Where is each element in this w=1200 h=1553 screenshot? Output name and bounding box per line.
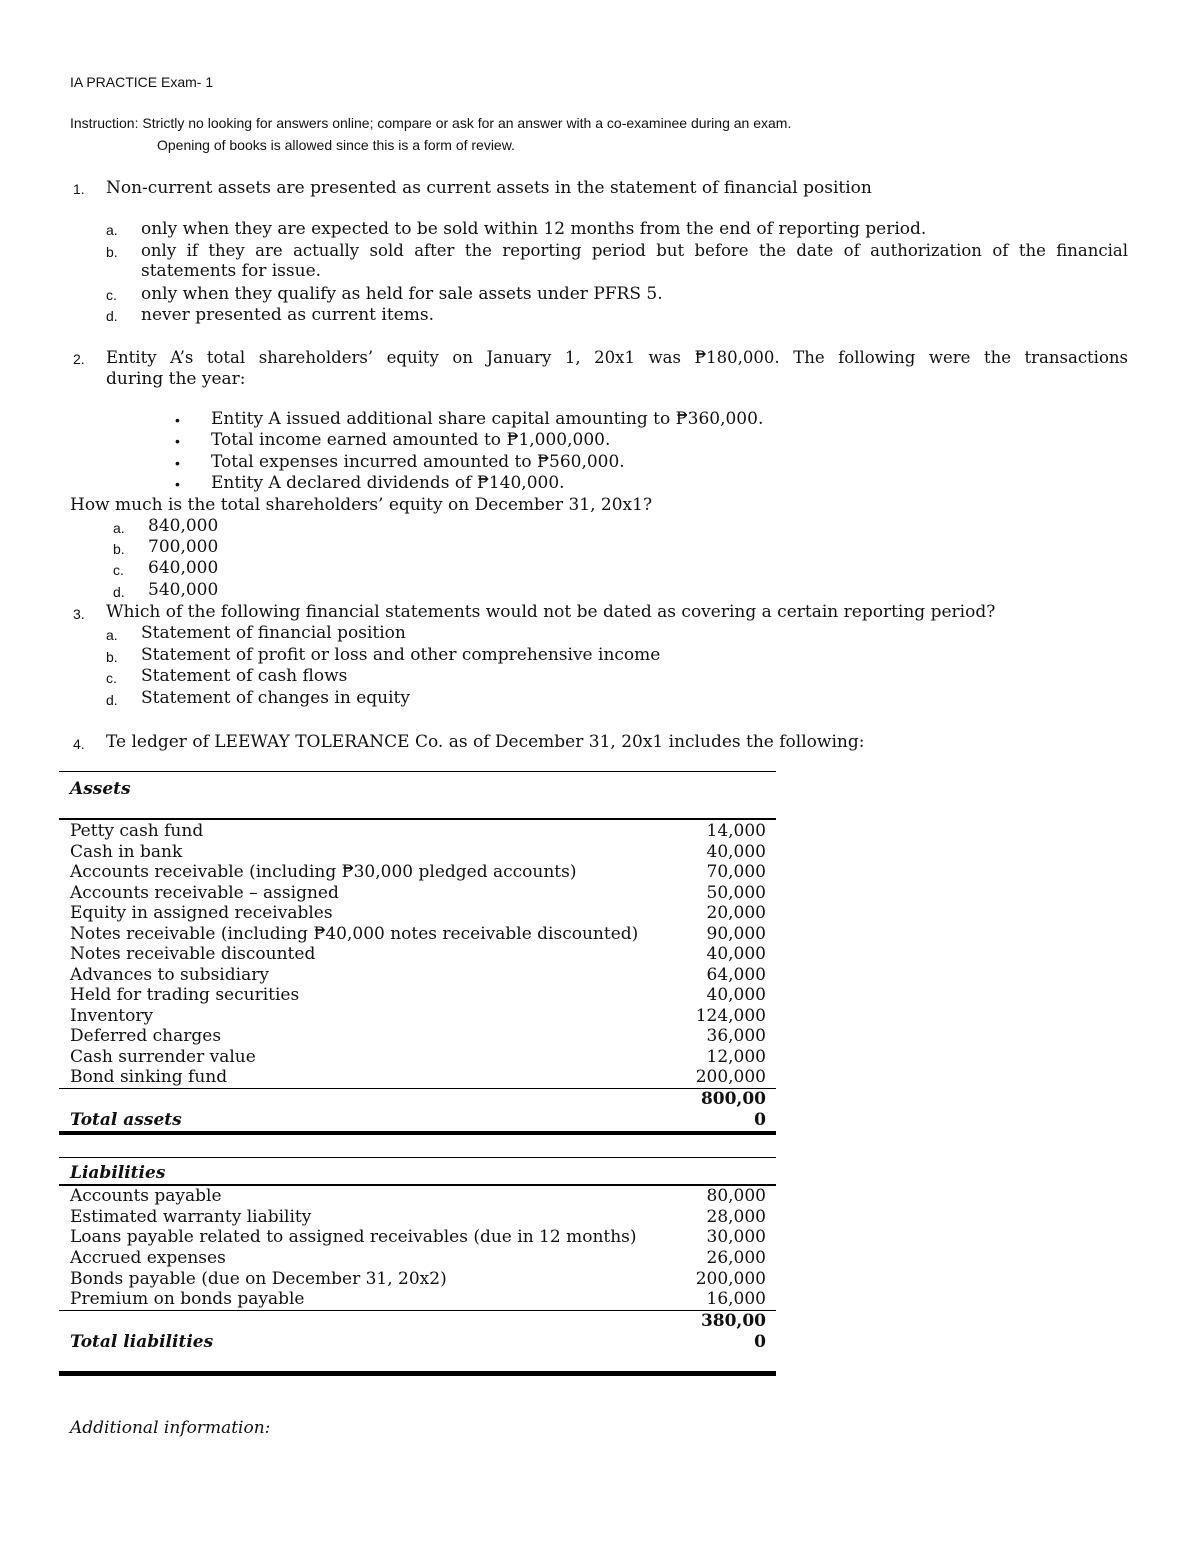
row-value: 200,000 [695, 1067, 766, 1087]
q1-option-b-text-cont: statements for issue. [141, 261, 322, 281]
q2-option-c-text: 640,000 [148, 558, 219, 578]
q2-bullet-3-marker: • [175, 455, 180, 471]
q3-option-b-letter: b. [106, 649, 118, 665]
q3-option-a-text: Statement of financial position [141, 623, 406, 643]
liabilities-subtotal-rule [59, 1310, 776, 1311]
document-header: IA PRACTICE Exam- 1 [70, 74, 214, 90]
q3-option-c-text: Statement of cash flows [141, 666, 348, 686]
q1-option-c-text: only when they qualify as held for sale assets under PFRS 5. [141, 284, 663, 304]
q2-option-a-text: 840,000 [148, 516, 219, 536]
q3-number: 3. [73, 606, 85, 622]
assets-heading: Assets [70, 779, 131, 799]
q3-option-d-letter: d. [106, 692, 118, 708]
row-value: 50,000 [706, 882, 766, 903]
instruction-line-2: Opening of books is allowed since this is a form of review. [157, 137, 515, 153]
q2-option-d-text: 540,000 [148, 580, 219, 600]
q2-bullet-4-marker: • [175, 476, 180, 492]
q2-option-a-letter: a. [113, 520, 125, 536]
row-label: Accounts payable [70, 1186, 222, 1206]
row-value: 28,000 [706, 1206, 766, 1227]
row-label: Inventory [70, 1005, 154, 1026]
q1-number: 1. [73, 181, 85, 197]
q3-option-d-text: Statement of changes in equity [141, 688, 410, 708]
instruction-line-1: Instruction: Strictly no looking for answers online; compare or ask for an answer with a co-examinee during an exam. [70, 115, 792, 131]
row-label: Cash in bank [70, 841, 183, 862]
row-label: Advances to subsidiary [70, 964, 269, 985]
liabilities-table-top-rule [59, 1157, 776, 1158]
q2-bullet-4: Entity A declared dividends of ₱140,000. [211, 473, 565, 493]
row-value: 40,000 [706, 944, 766, 964]
q2-option-d-letter: d. [113, 584, 125, 600]
q1-option-c-letter: c. [106, 287, 117, 303]
q3-option-a-letter: a. [106, 627, 118, 643]
q4-text: Te ledger of LEEWAY TOLERANCE Co. as of December 31, 20x1 includes the following: [106, 732, 865, 752]
row-label: Equity in assigned receivables [70, 903, 333, 923]
q2-bullet-2-marker: • [175, 433, 180, 449]
assets-subtotal-rule [59, 1088, 776, 1089]
row-label: Accrued expenses [70, 1248, 226, 1268]
row-value: 36,000 [706, 1026, 766, 1046]
row-label: Loans payable related to assigned receivables (due in 12 months) [70, 1227, 637, 1247]
q2-option-b-text: 700,000 [148, 537, 219, 557]
additional-info-heading: Additional information: [70, 1418, 271, 1438]
liabilities-total-label: Total liabilities [70, 1332, 214, 1352]
row-value: 12,000 [706, 1046, 766, 1067]
q2-text: Entity A’s total shareholders’ equity on January 1, 20x1 was ₱180,000. The following were the transactions [106, 348, 1128, 367]
row-label: Notes receivable (including ₱40,000 notes receivable discounted) [70, 923, 639, 944]
row-label: Deferred charges [70, 1026, 222, 1046]
q2-bullet-2: Total income earned amounted to ₱1,000,000. [211, 430, 611, 450]
assets-total-double-rule [59, 1131, 776, 1135]
row-label: Accounts receivable – assigned [70, 882, 339, 903]
q3-text: Which of the following financial statements would not be dated as covering a certain reporting period? [106, 602, 996, 622]
row-value: 64,000 [706, 964, 766, 985]
q1-option-b-letter: b. [106, 244, 118, 260]
q1-option-a-text: only when they are expected to be sold within 12 months from the end of reporting period. [141, 219, 927, 239]
row-label: Notes receivable discounted [70, 944, 316, 964]
row-label: Bonds payable (due on December 31, 20x2) [70, 1268, 447, 1289]
assets-table-top-rule [59, 771, 776, 772]
q1-option-a-letter: a. [106, 222, 118, 238]
q1-option-d-text: never presented as current items. [141, 305, 434, 325]
row-value: 26,000 [706, 1248, 766, 1268]
q2-bullet-1-marker: • [175, 412, 180, 428]
q2-question: How much is the total shareholders’ equity on December 31, 20x1? [70, 495, 653, 515]
q3-option-b-text: Statement of profit or loss and other comprehensive income [141, 645, 661, 665]
q2-bullet-3: Total expenses incurred amounted to ₱560,000. [211, 452, 625, 472]
row-value: 16,000 [706, 1289, 766, 1309]
row-value: 80,000 [706, 1186, 766, 1206]
q2-text-cont: during the year: [106, 369, 246, 389]
row-label: Held for trading securities [70, 985, 300, 1005]
row-label: Accounts receivable (including ₱30,000 pledged accounts) [70, 862, 577, 882]
row-value: 40,000 [706, 841, 766, 862]
q2-number: 2. [73, 351, 85, 367]
row-value: 124,000 [695, 1005, 766, 1026]
row-value: 40,000 [706, 985, 766, 1005]
liabilities-total-value-line1: 380,00 [700, 1311, 766, 1331]
q1-option-d-letter: d. [106, 308, 118, 324]
assets-total-label: Total assets [70, 1110, 182, 1130]
row-label: Cash surrender value [70, 1046, 256, 1067]
row-label: Estimated warranty liability [70, 1206, 312, 1227]
row-label: Petty cash fund [70, 821, 204, 841]
row-value: 200,000 [695, 1268, 766, 1289]
row-label: Bond sinking fund [70, 1067, 228, 1087]
row-value: 30,000 [706, 1227, 766, 1247]
liabilities-heading: Liabilities [70, 1163, 166, 1183]
row-value: 14,000 [706, 821, 766, 841]
q1-option-b-text: only if they are actually sold after the reporting period but before the date of authorization of the financial [141, 241, 1128, 260]
q4-number: 4. [73, 736, 85, 752]
row-value: 70,000 [706, 862, 766, 882]
row-label: Premium on bonds payable [70, 1289, 305, 1309]
liabilities-total-value-line2: 0 [754, 1332, 766, 1352]
q3-option-c-letter: c. [106, 670, 117, 686]
q2-bullet-1: Entity A issued additional share capital amounting to ₱360,000. [211, 409, 764, 429]
assets-heading-rule [59, 818, 776, 820]
assets-total-value-line2: 0 [754, 1110, 766, 1130]
assets-total-value-line1: 800,00 [700, 1089, 766, 1109]
row-value: 20,000 [706, 903, 766, 923]
q2-option-c-letter: c. [113, 562, 124, 578]
q1-text: Non-current assets are presented as current assets in the statement of financial position [106, 178, 872, 198]
q2-option-b-letter: b. [113, 541, 125, 557]
row-value: 90,000 [706, 923, 766, 944]
liabilities-total-double-rule [59, 1371, 776, 1376]
